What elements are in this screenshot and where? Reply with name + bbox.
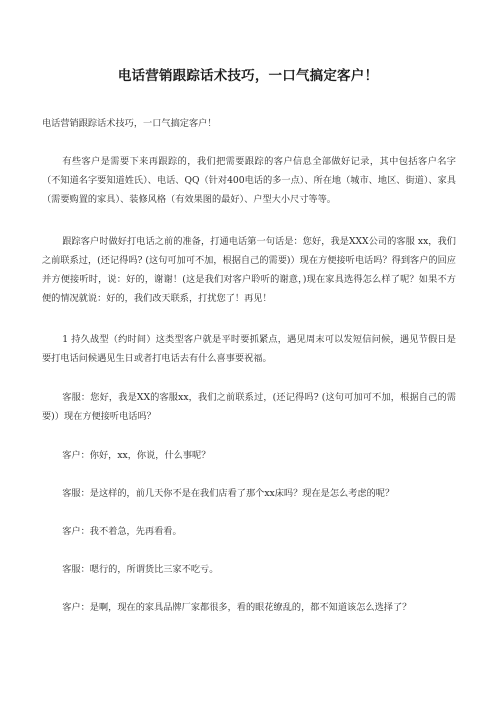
- dialogue-line-5: 客服：嗯行的，所谓货比三家不吃亏。: [62, 564, 219, 575]
- body-paragraph-2: 跟踪客户时做好打电话之前的准备，打通电话第一句话是：您好，我是XXX公司的客服 xx，我们之前联系过，(还记得吗? (这句可加可不加，根据自己的需要)）现在方便接听电话吗？得到客户的回应并方便接听时，说：好的，谢谢！(这是我们对客户聆听的谢意，)现在家具选得怎么样了呢？如果不方便的情况就说：好的，我们改天联系，打扰您了！再见！: [42, 236, 456, 304]
- dialogue-line-3: 客服：是这样的，前几天你不是在我们店看了那个xx床吗？现在是怎么考虑的呢？: [62, 488, 395, 499]
- dialogue-line-1: 客服：您好，我是XX的客服xx，我们之前联系过，(还记得吗? (这句可加可不加，根据自己的需要)）现在方便接听电话吗？: [42, 392, 456, 422]
- dialogue-line-6: 客户：是啊，现在的家具品牌厂家都很多，看的眼花缭乱的，都不知道该怎么选择了？: [62, 602, 412, 613]
- dialogue-line-4: 客户：我不着急，先再看看。: [62, 526, 182, 537]
- dialogue-line-2: 客户：你好，xx，你说，什么事呢？: [62, 450, 211, 461]
- body-paragraph-3: 1 持久战型（约时间）这类型客户就是平时要抓紧点，遇见周末可以发短信问候，遇见节假日是要打电话问候遇见生日或者打电话去有什么喜事要祝福。: [42, 334, 456, 364]
- intro-paragraph: 电话营销跟踪话术技巧，一口气搞定客户！: [42, 118, 217, 129]
- body-paragraph-1: 有些客户是需要下来再跟踪的，我们把需要跟踪的客户信息全部做好记录，其中包括客户名字（不知道名字要知道姓氏）、电话、QQ（针对400电话的多一点）、所在地（城市、地区、街道）、家具（需要购置的家具）、装修风格（有效果图的最好）、户型大小尺寸等等。: [42, 156, 456, 205]
- document-title: 电话营销跟踪话术技巧，一口气搞定客户！: [117, 68, 379, 84]
